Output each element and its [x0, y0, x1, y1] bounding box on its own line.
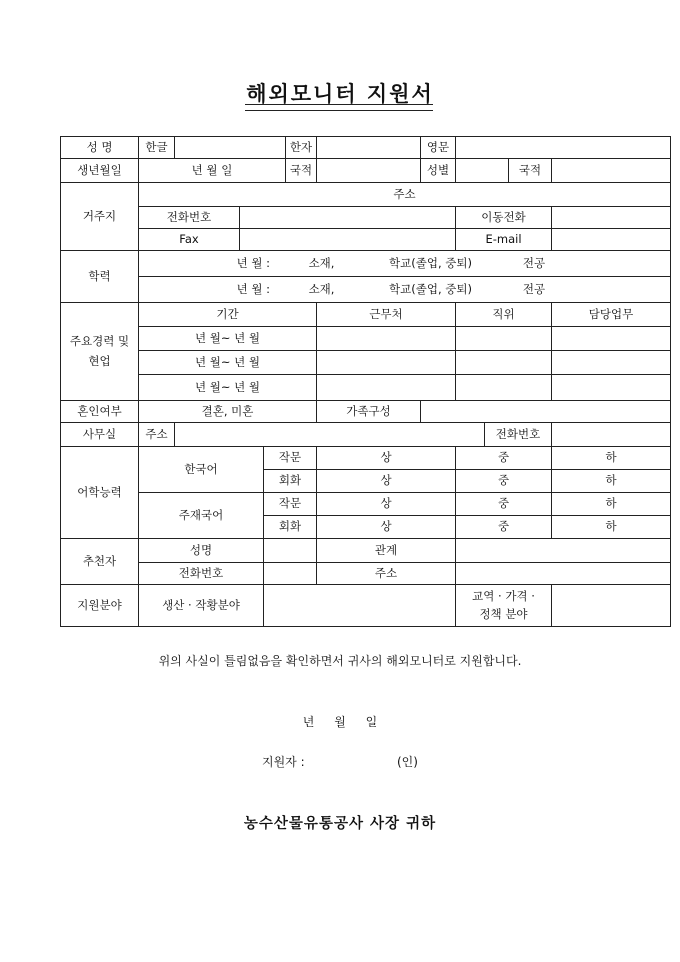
signature-date[interactable]: 년 월 일: [302, 715, 378, 729]
language-label: 어학능력: [61, 447, 139, 539]
workplace-header: 근무처: [317, 303, 456, 327]
career-period-field[interactable]: 년 월~ 년 월: [139, 375, 317, 401]
addressee: 농수산물유통공사 사장 귀하: [243, 816, 437, 832]
level-mid[interactable]: 중: [456, 470, 552, 493]
education-school: 학교(졸업, 중퇴): [389, 281, 472, 296]
level-mid[interactable]: 중: [456, 516, 552, 539]
birth-date-field[interactable]: 년 월 일: [139, 159, 286, 183]
level-high[interactable]: 상: [317, 447, 456, 470]
level-high[interactable]: 상: [317, 493, 456, 516]
referee-row-1: [61, 539, 671, 563]
nationality2-label: 국적: [509, 159, 552, 183]
speaking-label: 회화: [264, 470, 317, 493]
marriage-label: 혼인여부: [61, 401, 139, 423]
referee-address-field[interactable]: [456, 563, 671, 585]
workplace-field[interactable]: [317, 327, 456, 351]
marriage-row: [61, 401, 671, 423]
duty-field[interactable]: [552, 327, 671, 351]
korean-label: 한국어: [139, 447, 264, 493]
residence-phone-row: [61, 207, 671, 229]
education-date: 년 월 :: [236, 281, 270, 296]
name-label: 성 명: [61, 137, 139, 159]
referee-name-label: 성명: [139, 539, 264, 563]
level-mid[interactable]: 중: [456, 493, 552, 516]
education-location: 소재,: [308, 255, 335, 270]
writing-label: 작문: [264, 493, 317, 516]
level-high[interactable]: 상: [317, 470, 456, 493]
fax-field[interactable]: [240, 229, 456, 251]
career-period-field[interactable]: 년 월~ 년 월: [139, 351, 317, 375]
birth-label: 생년월일: [61, 159, 139, 183]
writing-label: 작문: [264, 447, 317, 470]
office-label: 사무실: [61, 423, 139, 447]
gender-field[interactable]: [456, 159, 509, 183]
residence-label: 거주지: [61, 183, 139, 251]
career-label: 주요경력 및 현업: [61, 303, 139, 401]
form-title: 해외모니터 지원서: [246, 82, 434, 106]
education-row-2: [61, 277, 671, 303]
language-row: [61, 447, 671, 470]
referee-name-field[interactable]: [264, 539, 317, 563]
workplace-field[interactable]: [317, 351, 456, 375]
level-low[interactable]: 하: [552, 470, 671, 493]
referee-row-2: [61, 563, 671, 585]
speaking-label: 회화: [264, 516, 317, 539]
career-row: [61, 375, 671, 401]
level-mid[interactable]: 중: [456, 447, 552, 470]
education-label: 학력: [61, 251, 139, 303]
english-label: 영문: [421, 137, 456, 159]
seal-mark: (인): [397, 755, 418, 769]
level-low[interactable]: 하: [552, 516, 671, 539]
level-low[interactable]: 하: [552, 493, 671, 516]
email-label: E-mail: [456, 229, 552, 251]
trade-field[interactable]: [552, 585, 671, 627]
confirmation-statement: 위의 사실이 틀림없음을 확인하면서 귀사의 해외모니터로 지원합니다.: [158, 654, 522, 668]
name-row: [61, 137, 671, 159]
position-field[interactable]: [456, 327, 552, 351]
office-address-label: 주소: [139, 423, 175, 447]
education-date: 년 월 :: [236, 255, 270, 270]
gender-label: 성별: [421, 159, 456, 183]
marriage-field[interactable]: 결혼, 미혼: [139, 401, 317, 423]
language-row: [61, 493, 671, 516]
hanja-label: 한자: [286, 137, 317, 159]
career-period-field[interactable]: 년 월~ 년 월: [139, 327, 317, 351]
education-school: 학교(졸업, 중퇴): [389, 255, 472, 270]
referee-phone-label: 전화번호: [139, 563, 264, 585]
production-field[interactable]: [264, 585, 456, 627]
education-row-1: [61, 251, 671, 277]
referee-phone-field[interactable]: [264, 563, 317, 585]
family-field[interactable]: [421, 401, 671, 423]
duty-field[interactable]: [552, 375, 671, 401]
residence-fax-row: [61, 229, 671, 251]
english-name-field[interactable]: [456, 137, 671, 159]
education-major: 전공: [522, 255, 546, 270]
fax-label: Fax: [139, 229, 240, 251]
mobile-field[interactable]: [552, 207, 671, 229]
residence-address-header: 주소: [139, 183, 671, 207]
residence-address-row: [61, 183, 671, 207]
nationality2-field[interactable]: [552, 159, 671, 183]
position-header: 직위: [456, 303, 552, 327]
period-header: 기간: [139, 303, 317, 327]
nationality-label: 국적: [286, 159, 317, 183]
title-underline: [245, 104, 433, 111]
position-field[interactable]: [456, 351, 552, 375]
office-phone-field[interactable]: [552, 423, 671, 447]
office-address-field[interactable]: [175, 423, 485, 447]
career-row: [61, 327, 671, 351]
phone-label: 전화번호: [139, 207, 240, 229]
career-row: [61, 351, 671, 375]
email-field[interactable]: [552, 229, 671, 251]
career-header-row: [61, 303, 671, 327]
local-language-label: 주재국어: [139, 493, 264, 539]
birth-row: [61, 159, 671, 183]
field-label: 지원분야: [61, 585, 139, 627]
office-row: [61, 423, 671, 447]
office-phone-label: 전화번호: [485, 423, 552, 447]
production-label: 생산 · 작황분야: [139, 585, 264, 627]
education-major: 전공: [522, 281, 546, 296]
duty-header: 담당업무: [552, 303, 671, 327]
nationality-field[interactable]: [317, 159, 421, 183]
referee-relation-label: 관계: [317, 539, 456, 563]
field-row: [61, 585, 671, 627]
education-location: 소재,: [308, 281, 335, 296]
hangul-label: 한글: [139, 137, 175, 159]
mobile-label: 이동전화: [456, 207, 552, 229]
workplace-field[interactable]: [317, 375, 456, 401]
referee-label: 추천자: [61, 539, 139, 585]
applicant-label: 지원자 :: [262, 755, 305, 769]
referee-address-label: 주소: [317, 563, 456, 585]
hangul-name-field[interactable]: [175, 137, 286, 159]
phone-field[interactable]: [240, 207, 456, 229]
position-field[interactable]: [456, 375, 552, 401]
level-high[interactable]: 상: [317, 516, 456, 539]
family-label: 가족구성: [317, 401, 421, 423]
application-form-table: [60, 136, 671, 627]
referee-relation-field[interactable]: [456, 539, 671, 563]
duty-field[interactable]: [552, 351, 671, 375]
hanja-name-field[interactable]: [317, 137, 421, 159]
trade-label: 교역 · 가격 · 정책 분야: [456, 585, 552, 627]
level-low[interactable]: 하: [552, 447, 671, 470]
